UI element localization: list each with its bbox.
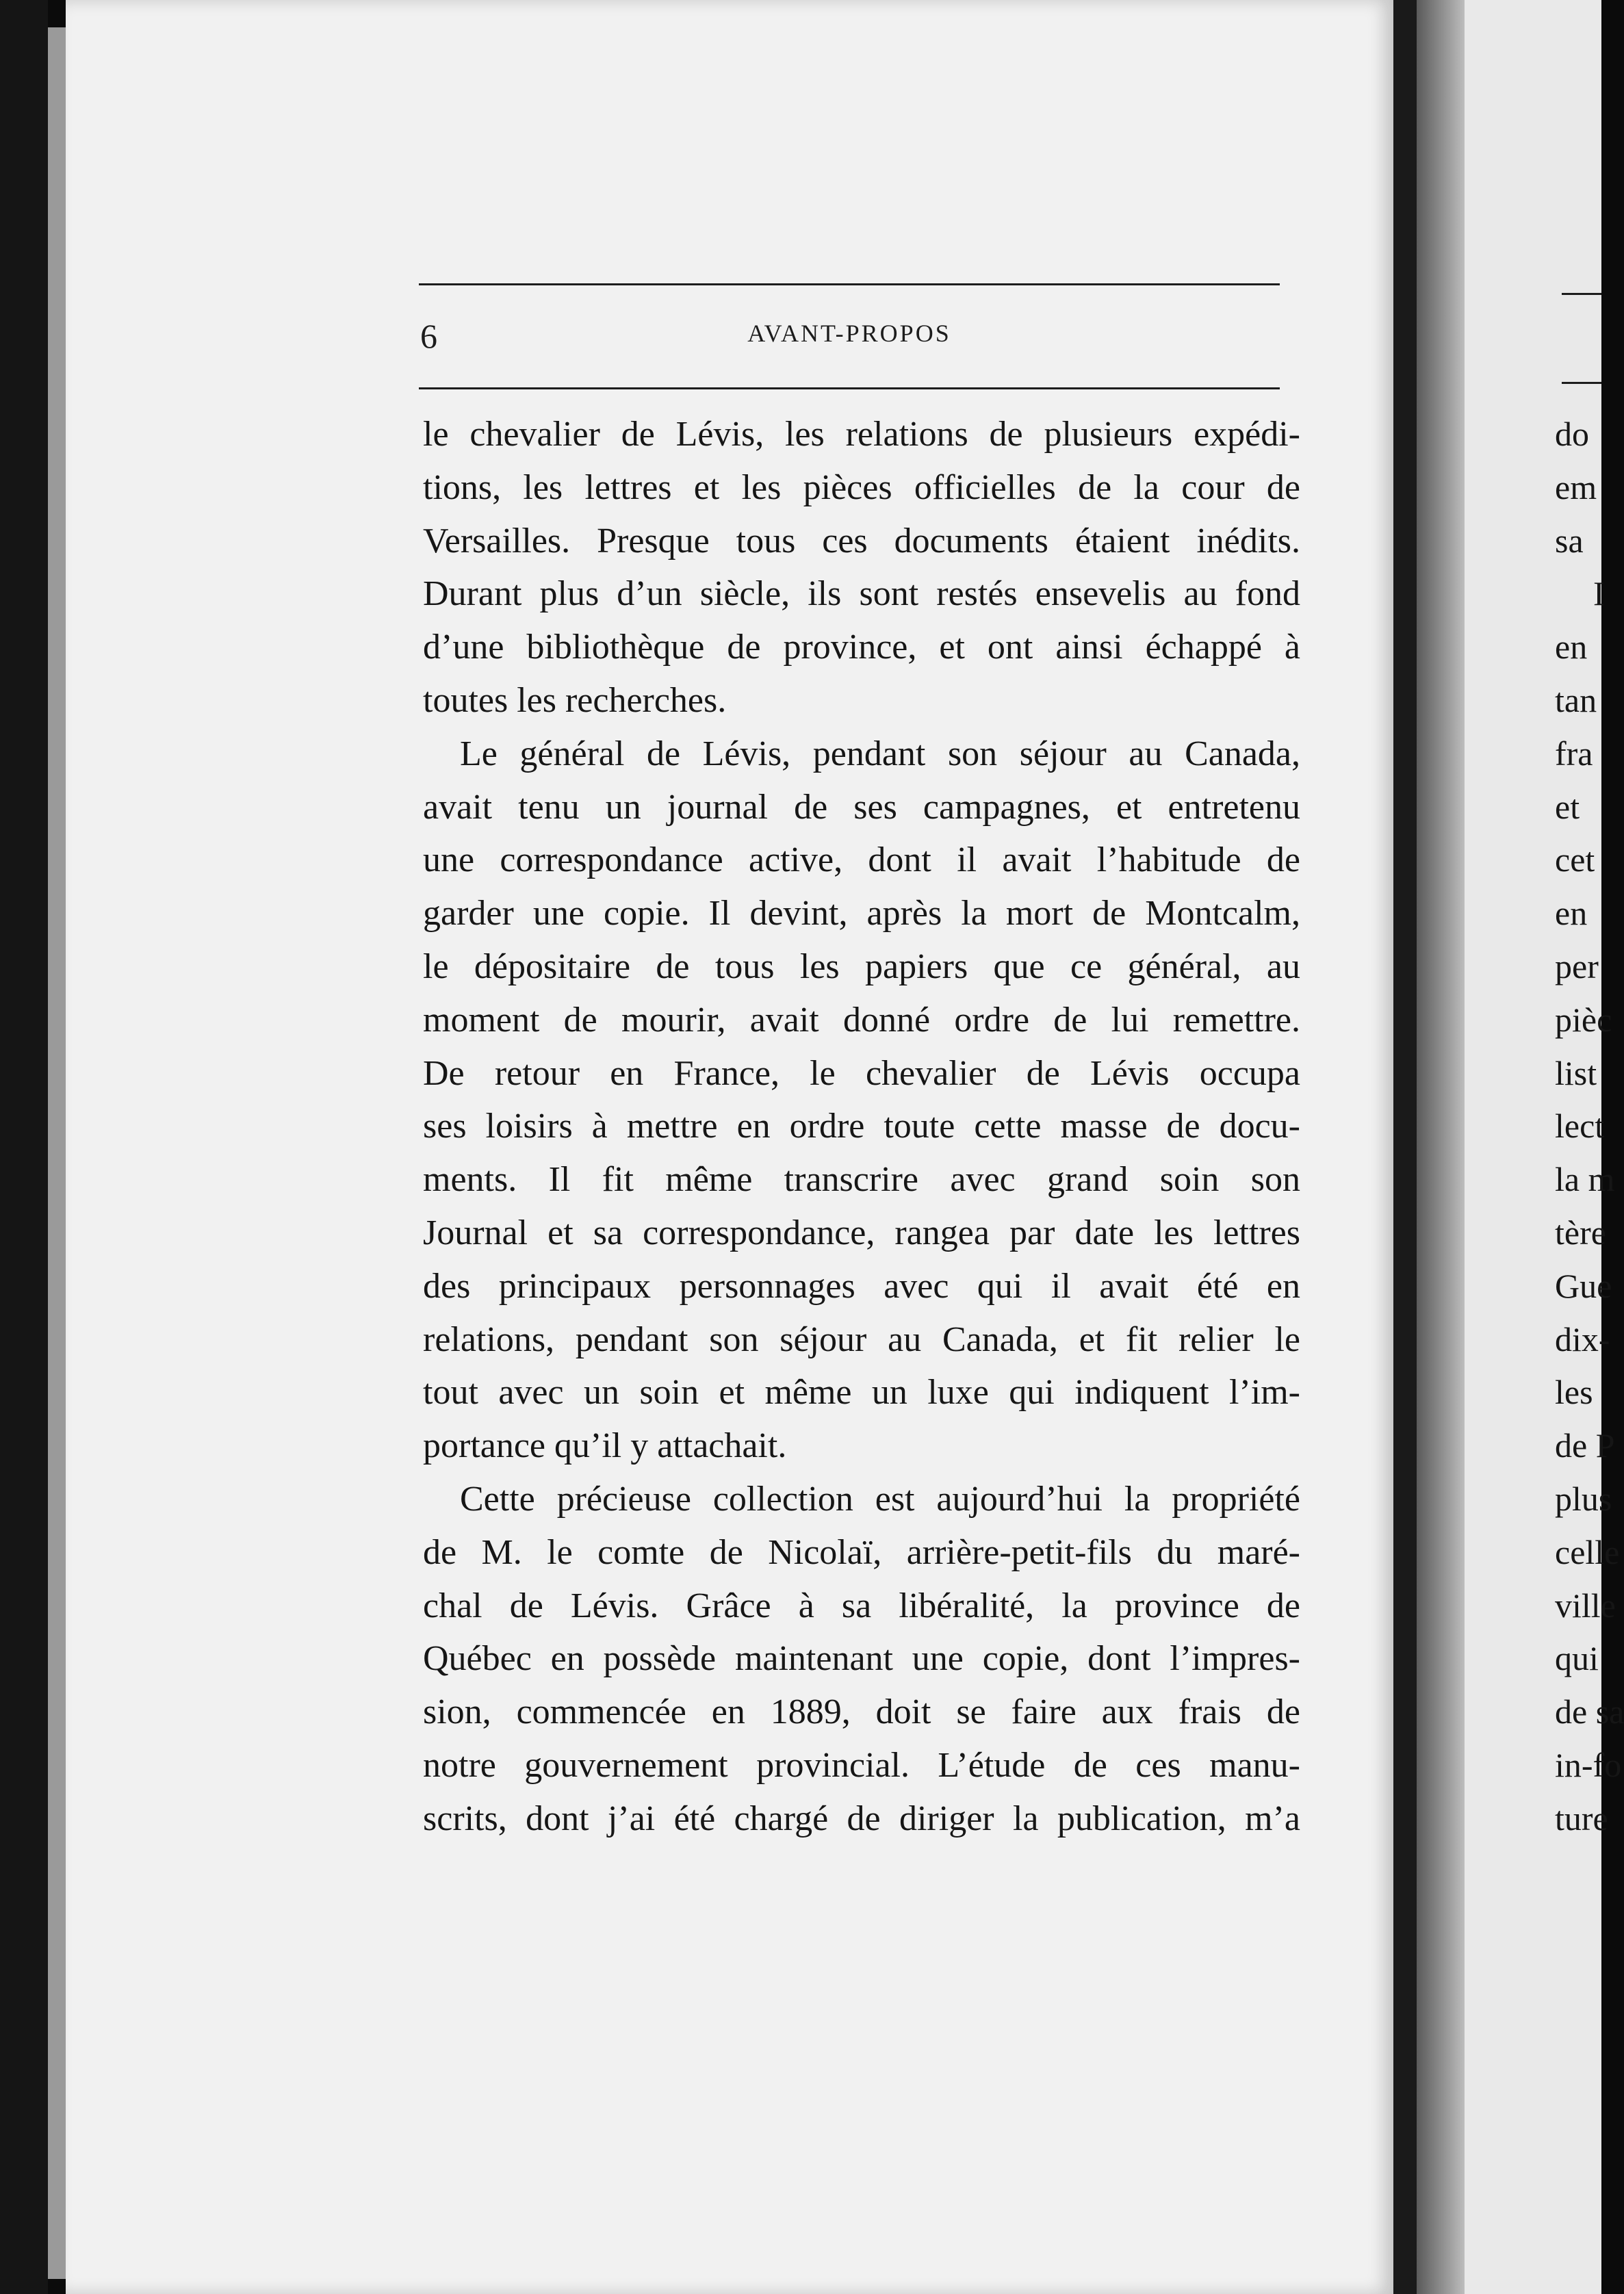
facing-text-fragment: celle	[1555, 1532, 1620, 1571]
text-line: relations, pendant son séjour au Canada, et fit relier le	[423, 1319, 1300, 1359]
text-line: moment de mourir, avait donné ordre de lui remettre.	[423, 1000, 1300, 1040]
text-line: tout avec un soin et même un luxe qui indiquent l’im-	[423, 1373, 1300, 1413]
book-gutter	[1393, 0, 1417, 2294]
body-text	[423, 408, 1300, 1846]
facing-text-fragment: et	[1555, 787, 1580, 826]
facing-text-fragment: qui	[1555, 1639, 1599, 1678]
text-line: une correspondance active, dont il avait l’habitude de	[423, 840, 1300, 880]
facing-text-fragment: ture	[1555, 1799, 1608, 1838]
facing-text-fragment: I	[1593, 574, 1605, 613]
facing-text-fragment: do	[1555, 415, 1589, 453]
scan-border-left	[0, 0, 48, 2294]
text-line: portance qu’il y attachait.	[423, 1426, 787, 1466]
text-line: Le général de Lévis, pendant son séjour au Canada,	[460, 734, 1300, 773]
facing-text-fragment: ville	[1555, 1586, 1616, 1625]
facing-text-fragment: tan	[1555, 680, 1597, 719]
facing-text-fragment: in-fo	[1555, 1745, 1622, 1784]
text-line: d’une bibliothèque de province, et ont ainsi échappé à	[423, 628, 1300, 667]
text-line: le chevalier de Lévis, les relations de plusieurs expédi-	[423, 415, 1300, 454]
text-line: tions, les lettres et les pièces officielles de la cour de	[423, 467, 1300, 507]
text-line: De retour en France, le chevalier de Lévis occupa	[423, 1053, 1300, 1093]
facing-text-fragment: en	[1555, 894, 1588, 933]
text-line: Cette précieuse collection est aujourd’hui la propriété	[460, 1479, 1300, 1519]
text-line: avait tenu un journal de ses campagnes, et entretenu	[423, 787, 1300, 827]
facing-text-fragment: plus	[1555, 1479, 1612, 1518]
text-line: ments. Il fit même transcrire avec grand soin son	[423, 1160, 1300, 1200]
page-number: 6	[420, 317, 437, 355]
facing-text-fragment: Gue	[1555, 1266, 1612, 1305]
facing-text-fragment: list	[1555, 1053, 1597, 1092]
facing-text-fragment: tère	[1555, 1213, 1606, 1252]
text-line: Québec en possède maintenant une copie, dont l’impres-	[423, 1639, 1300, 1679]
text-line: des principaux personnages avec qui il avait été en	[423, 1266, 1300, 1306]
text-line: toutes les recherches.	[423, 680, 727, 720]
text-line: chal de Lévis. Grâce à sa libéralité, la province de	[423, 1586, 1300, 1625]
facing-text-fragment: fra	[1555, 734, 1593, 773]
facing-text-fragment: pièc	[1555, 1000, 1612, 1039]
running-head: AVANT-PROPOS	[747, 320, 951, 347]
facing-text-fragment: de sa	[1555, 1692, 1624, 1731]
text-line: de M. le comte de Nicolaï, arrière-petit-fils du maré-	[423, 1532, 1300, 1572]
gutter-shadow	[1417, 0, 1465, 2294]
facing-page-rule-top	[1562, 293, 1601, 295]
text-line: Versailles. Presque tous ces documents étaient inédits.	[423, 521, 1300, 560]
facing-page-text	[1555, 408, 1624, 1846]
header-rule-bottom	[419, 387, 1280, 389]
text-line: notre gouvernement provincial. L’étude de ces manu-	[423, 1745, 1300, 1785]
facing-text-fragment: cet	[1555, 840, 1595, 879]
text-line: ses loisirs à mettre en ordre toute cette masse de docu-	[423, 1107, 1300, 1146]
facing-text-fragment: em	[1555, 467, 1597, 506]
text-line: sion, commencée en 1889, doit se faire aux frais de	[423, 1692, 1300, 1732]
facing-text-fragment: de P	[1555, 1426, 1615, 1465]
facing-text-fragment: sa	[1555, 521, 1584, 560]
text-line: Durant plus d’un siècle, ils sont restés ensevelis au fond	[423, 574, 1300, 614]
header-rule-top	[419, 283, 1280, 285]
text-line: garder une copie. Il devint, après la mort de Montcalm,	[423, 894, 1300, 933]
page-edge-left	[48, 27, 67, 2279]
facing-text-fragment: dix-	[1555, 1319, 1610, 1358]
text-line: le dépositaire de tous les papiers que ce général, au	[423, 946, 1300, 986]
facing-text-fragment: les	[1555, 1373, 1593, 1412]
text-line: scrits, dont j’ai été chargé de diriger la publication, m’a	[423, 1799, 1300, 1838]
text-line: Journal et sa correspondance, rangea par date les lettres	[423, 1213, 1300, 1252]
facing-text-fragment: en	[1555, 628, 1588, 667]
facing-page-rule-bottom	[1562, 382, 1601, 384]
facing-text-fragment: per	[1555, 946, 1599, 985]
facing-text-fragment: lect	[1555, 1107, 1605, 1146]
facing-text-fragment: la m	[1555, 1160, 1615, 1199]
